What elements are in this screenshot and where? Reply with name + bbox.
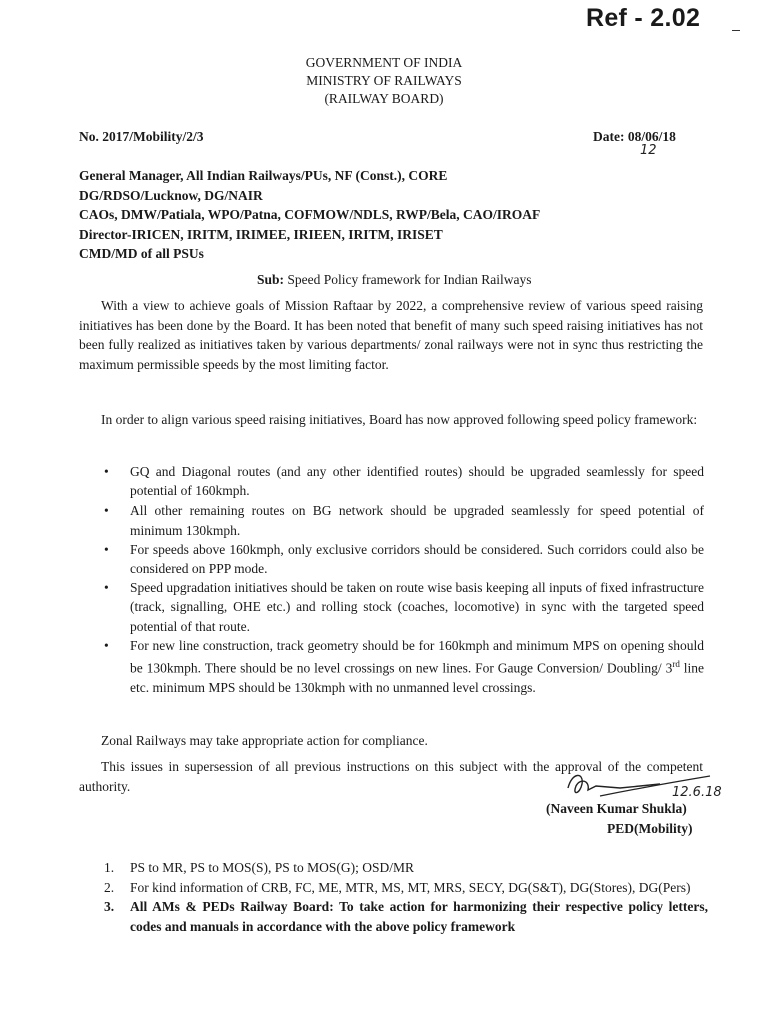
header-ministry: MINISTRY OF RAILWAYS <box>306 73 462 88</box>
letterhead <box>0 54 768 108</box>
subject-line <box>257 272 531 288</box>
policy-bullet: • All other remaining routes on BG network should be upgraded seamlessly for speed potential of minimum 130kmph. <box>104 501 704 539</box>
addressee-block <box>79 166 719 264</box>
addressee-line: DG/RDSO/Lucknow, DG/NAIR <box>79 187 263 203</box>
paragraph-review: With a view to achieve goals of Mission Raftaar by 2022, a comprehensive review of various speed raising initiatives has been done by the Board. It has been noted that benefit of many such speed raising initiatives has not been fully realized as initiatives taken by various departments/ zonal railways were not in sync thus restricting the maximum permissible speeds by the most limiting factor. <box>79 298 703 372</box>
addressee-line: CMD/MD of all PSUs <box>79 246 204 261</box>
copy-item-number: 3. <box>104 899 115 914</box>
ref-underline <box>732 30 740 31</box>
paragraph-supersession: This issues in supersession of all previous instructions on this subject with the approval of the competent authority. <box>79 759 703 794</box>
policy-bullet: • Speed upgradation initiatives should be taken on route wise basis keeping all inputs of fixed infrastructure (track, signalling, OHE etc.) and rolling stock (coaches, locomotive) in sync with the targeted speed potential of that route. <box>104 578 704 636</box>
bullet-text-part: For new line construction, track geometry should be for 160kmph and minimum MPS on opening should be 130kmph. There should be no level crossings on new lines. For Gauge Conversion/ Doubling/ 3 <box>130 637 704 676</box>
header-government: GOVERNMENT OF INDIA <box>305 55 463 70</box>
copy-item-number: 2. <box>104 879 115 895</box>
subject-label: Sub: <box>257 272 285 287</box>
copy-to-list <box>104 858 708 936</box>
policy-bullet <box>104 636 704 697</box>
signatory-designation: PED(Mobility) <box>607 821 693 836</box>
copy-item-number: 1. <box>104 860 115 875</box>
copy-item-text: For kind information of CRB, FC, ME, MTR, MS, MT, MRS, SECY, DG(S&T), DG(Stores), DG(Pers) <box>130 879 691 895</box>
copy-item <box>104 858 708 878</box>
copy-item <box>104 897 708 936</box>
letter-date: Date: 08/06/18 <box>593 129 676 144</box>
copy-item <box>104 878 708 898</box>
addressee-line: CAOs, DMW/Patiala, WPO/Patna, COFMOW/NDLS, RWP/Bela, CAO/IROAF <box>79 207 541 222</box>
paragraph-framework-intro: In order to align various speed raising initiatives, Board has now approved following speed policy framework: <box>101 412 698 427</box>
date-handwritten-correction: 12 <box>640 143 657 158</box>
bullet-text-part: line etc. minimum MPS should be 130kmph with no unmanned level crossings. <box>130 660 704 695</box>
addressee-line: General Manager, All Indian Railways/PUs, NF (Const.), CORE <box>79 168 448 183</box>
reference-label: Ref - 2.02 <box>586 4 701 32</box>
policy-bullet: • For speeds above 160kmph, only exclusive corridors should be considered. Such corridors could also be considered on PPP mode. <box>104 540 704 578</box>
copy-item-text: All AMs & PEDs Railway Board: To take action for harmonizing their respective policy letters, codes and manuals in accordance with the above policy framework <box>130 899 708 934</box>
signatory-name: (Naveen Kumar Shukla) <box>546 801 687 816</box>
policy-bullet-list <box>104 462 704 697</box>
addressee-line: Director-IRICEN, IRITM, IRIMEE, IRIEEN, IRITM, IRISET <box>79 226 443 242</box>
paragraph-compliance: Zonal Railways may take appropriate action for compliance. <box>101 733 428 748</box>
copy-item-text: PS to MR, PS to MOS(S), PS to MOS(G); OSD/MR <box>130 860 414 875</box>
policy-bullet: • GQ and Diagonal routes (and any other identified routes) should be upgraded seamlessly for speed potential of 160kmph. <box>104 462 704 500</box>
header-board: (RAILWAY BOARD) <box>324 91 444 106</box>
subject-text: Speed Policy framework for Indian Railways <box>284 272 532 287</box>
signature-date: 12.6.18 <box>672 785 722 800</box>
handwritten-signature <box>560 766 730 806</box>
superscript-rd: rd <box>672 659 680 670</box>
letter-number: No. 2017/Mobility/2/3 <box>79 129 204 144</box>
